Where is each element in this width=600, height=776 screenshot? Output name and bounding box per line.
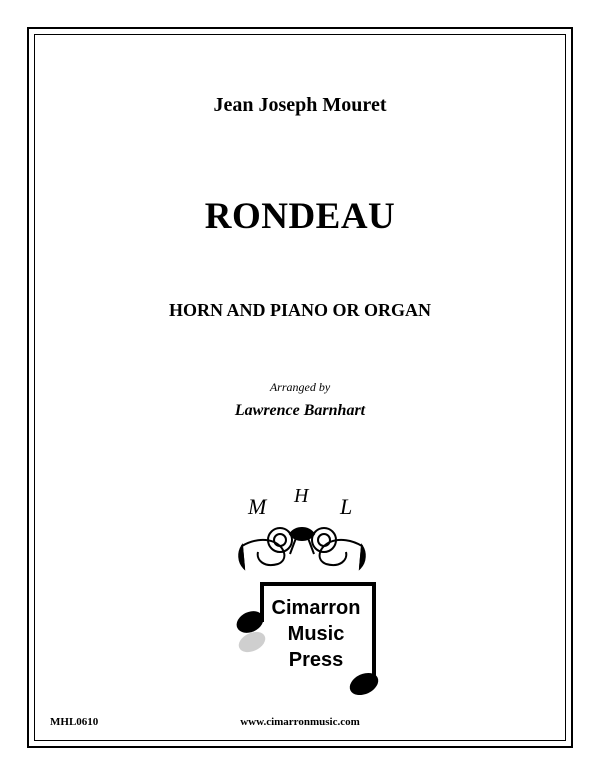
website-url: www.cimarronmusic.com: [240, 716, 360, 728]
french-horns-icon: [239, 528, 365, 568]
mhl-letter-m: M: [248, 494, 267, 519]
instrumentation: HORN AND PIANO OR ORGAN: [168, 300, 431, 320]
composer-name: Jean Joseph Mouret: [213, 94, 387, 116]
press-line-press: Press: [288, 649, 344, 671]
mhl-logo: [234, 480, 370, 576]
cimarron-press-logo: [226, 578, 382, 706]
mhl-letter-l: L: [340, 494, 353, 519]
arranger-name: Lawrence Barnhart: [234, 402, 366, 419]
mhl-letter-h: H: [294, 485, 309, 507]
arranged-by-label: Arranged by: [269, 380, 331, 394]
press-line-cimarron: Cimarron: [271, 597, 361, 619]
piece-title: RONDEAU: [204, 196, 396, 237]
press-line-music: Music: [287, 623, 345, 645]
catalog-number: MHL0610: [50, 716, 99, 728]
